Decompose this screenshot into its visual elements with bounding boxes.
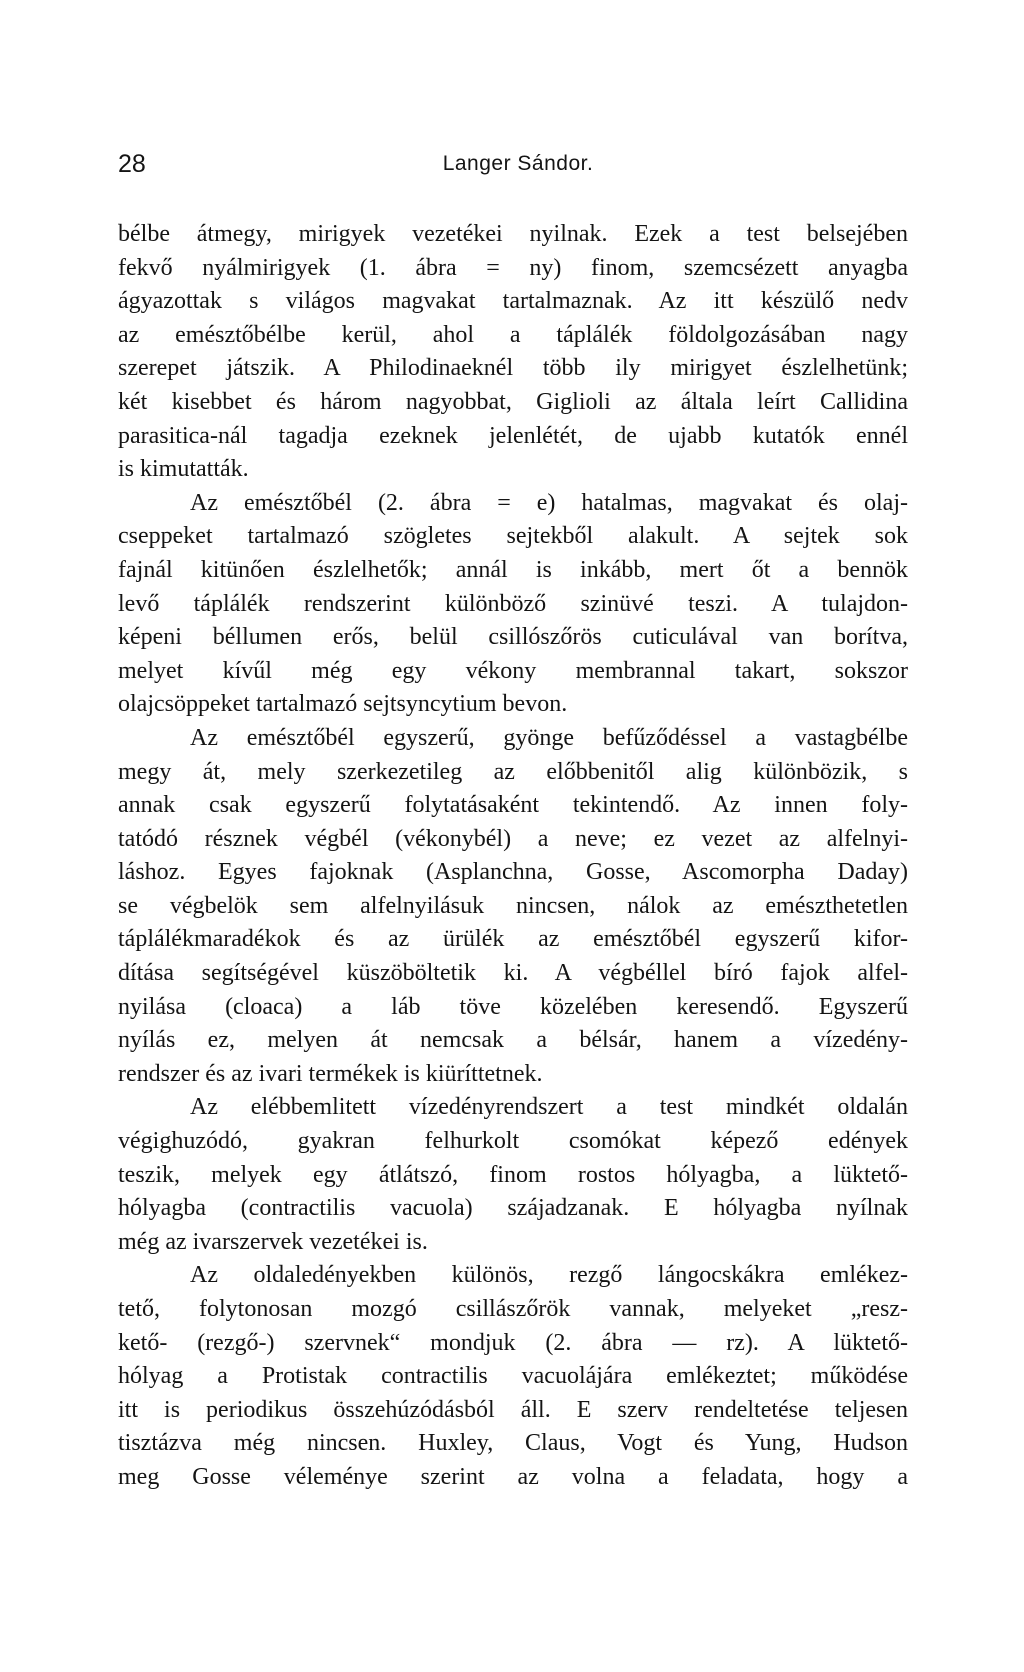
text-line: melyet kívűl még egy vékony membrannal takart, sokszor (118, 657, 908, 684)
running-head (118, 150, 908, 186)
text-line: szerepet játszik. A Philodinaeknél több ily mirigyet észlelhetünk; (118, 355, 908, 382)
text-line: dítása segítségével küszöböltetik ki. A végbéllel bíró fajok alfel- (118, 960, 908, 987)
text-line: tatódó résznek végbél (vékonybél) a neve; ez vezet az alfelnyi- (118, 825, 908, 852)
text-line: Az emésztőbél egyszerű, gyönge befűződéssel a vastagbélbe (190, 724, 908, 751)
text-line: fajnál kitünően észlelhetők; annál is inkább, mert őt a bennök (118, 556, 908, 583)
text-line: végighuzódó, gyakran felhurkolt csomókat képező edények (118, 1128, 908, 1155)
text-line: olajcsöppeket tartalmazó sejtsyncytium bevon. (118, 691, 568, 718)
text-line: rendszer és az ivari termékek is kiüríttetnek. (118, 1060, 543, 1087)
text-line: itt is periodikus összehúzódásból áll. E szerv rendeltetése teljesen (118, 1396, 908, 1423)
text-line: kető- (rezgő-) szervnek“ mondjuk (2. ábra — rz). A lüktető- (118, 1329, 908, 1356)
text-line: bélbe átmegy, mirigyek vezetékei nyilnak. Ezek a test belsejében (118, 221, 908, 247)
text-line: tisztázva még nincsen. Huxley, Claus, Vogt és Yung, Hudson (118, 1430, 908, 1457)
text-line: fekvő nyálmirigyek (1. ábra = ny) finom, szemcsézett anyagba (118, 254, 908, 281)
text-line: meg Gosse véleménye szerint az volna a feladata, hogy a (118, 1463, 908, 1490)
page-number: 28 (118, 150, 146, 178)
text-line: levő táplálék rendszerint különböző szinüvé teszi. A tulajdon- (118, 590, 908, 617)
text-line: még az ivarszervek vezetékei is. (118, 1228, 428, 1255)
text-line: hólyagba (contractilis vacuola) szájadzanak. E hólyagba nyílnak (118, 1195, 908, 1222)
text-line: az emésztőbélbe kerül, ahol a táplálék földolgozásában nagy (118, 321, 908, 348)
text-line: Az elébbemlitett vízedényrendszert a test mindkét oldalán (190, 1094, 908, 1121)
text-line: ágyazottak s világos magvakat tartalmaznak. Az itt készülő nedv (118, 288, 908, 315)
running-title: Langer Sándor. (442, 152, 594, 175)
text-line: cseppeket tartalmazó szögletes sejtekből alakult. A sejtek sok (118, 523, 908, 550)
text-line: tető, folytonosan mozgó csillászőrök vannak, melyeket „resz- (118, 1296, 908, 1322)
text-line: láshoz. Egyes fajoknak (Asplanchna, Gosse, Ascomorpha Daday) (118, 859, 908, 886)
text-line: teszik, melyek egy átlátszó, finom rostos hólyagba, a lüktető- (118, 1161, 908, 1188)
text-line: nyílás ez, melyen át nemcsak a bélsár, hanem a vízedény- (118, 1027, 908, 1054)
text-line: hólyag a Protistak contractilis vacuolájára emlékeztet; működése (118, 1363, 908, 1390)
body-text (118, 218, 908, 1495)
text-line: parasitica-nál tagadja ezeknek jelenlétét, de ujabb kutatók ennél (118, 422, 908, 449)
text-line: képeni béllumen erős, belül csillószőrös cuticulával van borítva, (118, 624, 908, 651)
text-line: két kisebbet és három nagyobbat, Giglioli az általa leírt Callidina (118, 388, 908, 415)
text-line: megy át, mely szerkezetileg az előbbenitől alig különbözik, s (118, 758, 908, 785)
text-line: Az oldaledényekben különös, rezgő lángocskákra emlékez- (190, 1262, 908, 1289)
text-line: se végbelök sem alfelnyilásuk nincsen, nálok az emészthetetlen (118, 892, 908, 919)
text-line: nyilása (cloaca) a láb töve közelében keresendő. Egyszerű (118, 993, 908, 1020)
text-line: táplálékmaradékok és az ürülék az emésztőbél egyszerű kifor- (118, 926, 908, 953)
text-line: Az emésztőbél (2. ábra = e) hatalmas, magvakat és olaj- (190, 489, 908, 516)
text-line: annak csak egyszerű folytatásaként tekintendő. Az innen foly- (118, 792, 908, 819)
text-line: is kimutatták. (118, 456, 249, 483)
